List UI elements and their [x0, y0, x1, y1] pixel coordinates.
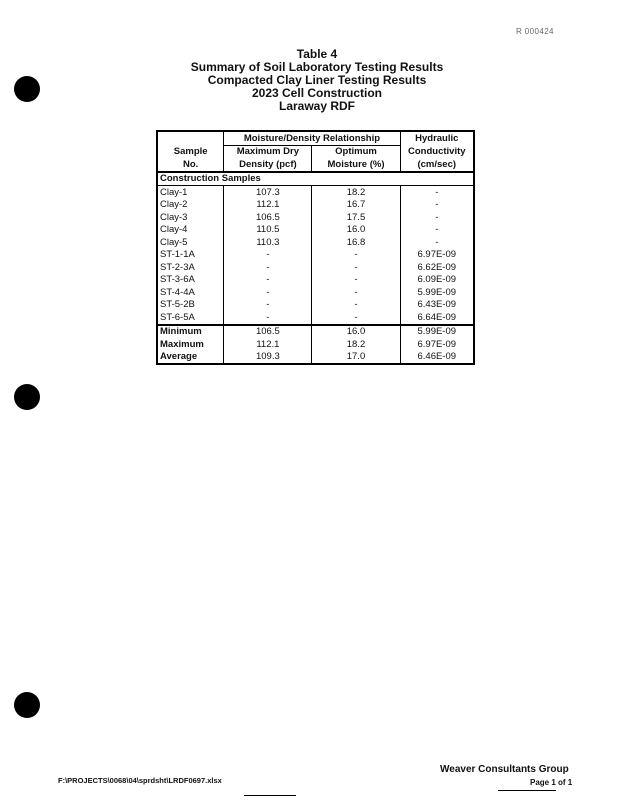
footer-file-path: F:\PROJECTS\0068\04\sprdsht\LRDF0697.xlsx	[58, 776, 222, 785]
header-moisture-line1: Optimum	[312, 145, 400, 158]
sample-id-cell: Maximum	[157, 338, 224, 351]
max-dry-density-cell: -	[224, 249, 312, 262]
max-dry-density-cell: -	[224, 274, 312, 287]
max-dry-density-cell: -	[224, 286, 312, 299]
stat-row	[157, 325, 474, 339]
sample-id-cell: Clay-1	[157, 186, 224, 199]
optimum-moisture-cell: -	[312, 261, 400, 274]
optimum-moisture-cell: 18.2	[312, 338, 400, 351]
footer-rule	[244, 795, 296, 796]
table-row	[157, 261, 474, 274]
hydraulic-conductivity-cell: 6.43E-09	[400, 299, 474, 312]
sample-id-cell: ST-3-6A	[157, 274, 224, 287]
hydraulic-conductivity-cell: 6.97E-09	[400, 338, 474, 351]
max-dry-density-cell: 112.1	[224, 199, 312, 212]
results-table	[156, 130, 475, 365]
title-line-2: Compacted Clay Liner Testing Results	[207, 73, 427, 87]
max-dry-density-cell: 106.5	[224, 211, 312, 224]
hydraulic-conductivity-cell: -	[400, 199, 474, 212]
max-dry-density-cell: 110.3	[224, 236, 312, 249]
binder-hole-1	[14, 76, 40, 102]
sample-id-cell: Minimum	[157, 325, 224, 339]
table-row	[157, 286, 474, 299]
optimum-moisture-cell: 16.7	[312, 199, 400, 212]
hydraulic-conductivity-cell: 6.62E-09	[400, 261, 474, 274]
table-header	[157, 131, 474, 172]
hydraulic-conductivity-cell: -	[400, 211, 474, 224]
table-row	[157, 211, 474, 224]
hydraulic-conductivity-cell: -	[400, 224, 474, 237]
sample-id-cell: Average	[157, 351, 224, 365]
data-rows	[157, 186, 474, 325]
page-id-stamp: R 000424	[516, 27, 554, 36]
hydraulic-conductivity-cell: -	[400, 186, 474, 199]
hydraulic-conductivity-cell: 6.64E-09	[400, 311, 474, 325]
max-dry-density-cell: -	[224, 311, 312, 325]
table-row	[157, 311, 474, 325]
table-row	[157, 274, 474, 287]
optimum-moisture-cell: -	[312, 299, 400, 312]
max-dry-density-cell: -	[224, 261, 312, 274]
table-row	[157, 236, 474, 249]
header-hydraulic-line3: (cm/sec)	[400, 158, 474, 172]
hydraulic-conductivity-cell: 5.99E-09	[400, 325, 474, 339]
optimum-moisture-cell: 17.5	[312, 211, 400, 224]
statistics-rows	[157, 325, 474, 365]
binder-hole-2	[14, 384, 40, 410]
optimum-moisture-cell: 18.2	[312, 186, 400, 199]
sample-id-cell: ST-2-3A	[157, 261, 224, 274]
sample-id-cell: ST-6-5A	[157, 311, 224, 325]
table-row	[157, 249, 474, 262]
header-moisture-line2: Moisture (%)	[312, 158, 400, 172]
sample-id-cell: ST-5-2B	[157, 299, 224, 312]
section-row	[157, 172, 474, 186]
hydraulic-conductivity-cell: 6.97E-09	[400, 249, 474, 262]
title-line-4: Laraway RDF	[278, 99, 356, 113]
footer-page-number: Page 1 of 1	[530, 778, 573, 787]
sample-id-cell: Clay-2	[157, 199, 224, 212]
title-line-3: 2023 Cell Construction	[251, 86, 383, 100]
optimum-moisture-cell: -	[312, 249, 400, 262]
title-block	[150, 48, 484, 113]
header-sample-line2: No.	[157, 158, 224, 172]
table-number: Table 4	[296, 47, 338, 61]
hydraulic-conductivity-cell: 6.46E-09	[400, 351, 474, 365]
hydraulic-conductivity-cell: 5.99E-09	[400, 286, 474, 299]
hydraulic-conductivity-cell: 6.09E-09	[400, 274, 474, 287]
sample-id-cell: ST-4-4A	[157, 286, 224, 299]
title-line-1: Summary of Soil Laboratory Testing Results	[190, 60, 444, 74]
sample-id-cell: Clay-4	[157, 224, 224, 237]
sample-id-cell: Clay-5	[157, 236, 224, 249]
max-dry-density-cell: 107.3	[224, 186, 312, 199]
max-dry-density-cell: 110.5	[224, 224, 312, 237]
table-row	[157, 199, 474, 212]
max-dry-density-cell: 112.1	[224, 338, 312, 351]
optimum-moisture-cell: 16.0	[312, 325, 400, 339]
max-dry-density-cell: 106.5	[224, 325, 312, 339]
optimum-moisture-cell: 16.8	[312, 236, 400, 249]
table-row	[157, 224, 474, 237]
sample-id-cell: Clay-3	[157, 211, 224, 224]
optimum-moisture-cell: -	[312, 274, 400, 287]
header-sample-line1: Sample	[157, 145, 224, 158]
optimum-moisture-cell: 16.0	[312, 224, 400, 237]
section-label: Construction Samples	[157, 172, 474, 186]
max-dry-density-cell: -	[224, 299, 312, 312]
optimum-moisture-cell: -	[312, 286, 400, 299]
footer-company: Weaver Consultants Group	[440, 764, 569, 775]
max-dry-density-cell: 109.3	[224, 351, 312, 365]
header-hydraulic-line2: Conductivity	[400, 145, 474, 158]
footer-page-rule	[498, 790, 556, 791]
binder-hole-3	[14, 692, 40, 718]
header-dry-density-line1: Maximum Dry	[224, 145, 312, 158]
table-row	[157, 186, 474, 199]
table-row	[157, 299, 474, 312]
optimum-moisture-cell: 17.0	[312, 351, 400, 365]
stat-row	[157, 351, 474, 365]
header-dry-density-line2: Density (pcf)	[224, 158, 312, 172]
optimum-moisture-cell: -	[312, 311, 400, 325]
hydraulic-conductivity-cell: -	[400, 236, 474, 249]
sample-id-cell: ST-1-1A	[157, 249, 224, 262]
stat-row	[157, 338, 474, 351]
header-hydraulic-line1: Hydraulic	[400, 131, 474, 145]
group-header-moisture-density: Moisture/Density Relationship	[224, 131, 400, 145]
